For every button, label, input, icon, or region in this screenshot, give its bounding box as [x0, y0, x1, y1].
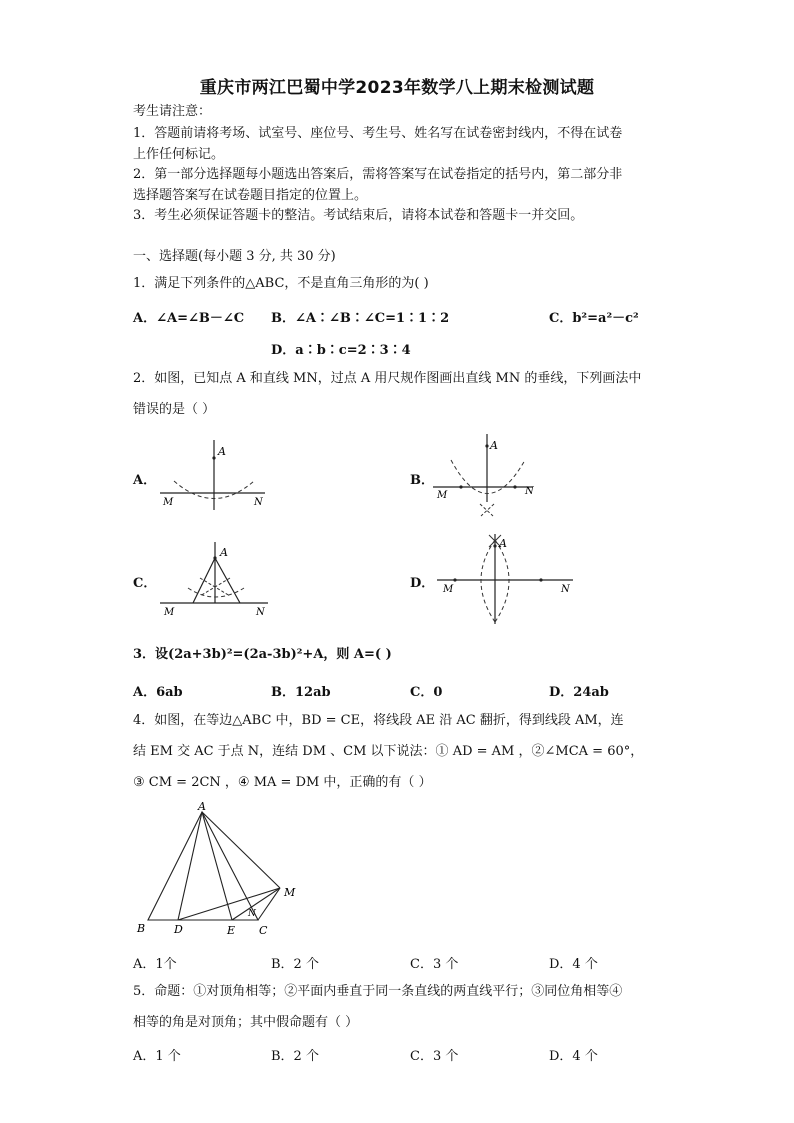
q3-option-c: C．0 — [410, 685, 443, 700]
label-a: A — [220, 546, 228, 559]
q4-stem-cont: 结 EM 交 AC 于点 N，连结 DM 、CM 以下说法：① AD = AM ，②∠MCA = 60°， — [133, 744, 644, 759]
label-n: N — [248, 909, 256, 919]
q5-option-b: B．2 个 — [271, 1049, 319, 1064]
label-e: E — [227, 924, 236, 937]
q2-stem-cont: 错误的是（ ） — [133, 402, 216, 417]
page-title: 重庆市两江巴蜀中学2023年数学八上期末检测试题 — [199, 78, 595, 98]
label-a: A — [198, 800, 206, 813]
q5-option-a: A．1 个 — [133, 1049, 181, 1064]
q4-option-c: C．3 个 — [410, 957, 459, 972]
q3-option-d: D．24ab — [549, 685, 609, 700]
q5-stem-cont: 相等的角是对顶角；其中假命题有（ ） — [133, 1015, 359, 1030]
label-n: N — [561, 584, 570, 595]
section-heading: 一、选择题(每小题 3 分, 共 30 分) — [133, 249, 336, 264]
q5-stem: 5．命题：①对顶角相等；②平面内垂直于同一条直线的两直线平行；③同位角相等④ — [133, 984, 623, 999]
label-m: M — [164, 607, 175, 618]
q1-option-b: B．∠A∶∠B∶∠C=1∶1∶2 — [271, 311, 450, 326]
label-a: A — [490, 439, 498, 452]
notice-heading: 考生请注意： — [133, 104, 212, 119]
label-d: D — [174, 923, 183, 936]
q5-option-c: C．3 个 — [410, 1049, 459, 1064]
label-m: M — [443, 584, 454, 595]
label-c: C — [259, 924, 268, 937]
label-n: N — [525, 486, 534, 497]
q2-figure-d — [437, 532, 579, 626]
label-m: M — [163, 497, 174, 508]
q2-option-b: B． — [410, 473, 434, 488]
label-b: B — [137, 922, 146, 935]
label-n: N — [256, 607, 265, 618]
q4-option-b: B．2 个 — [271, 957, 319, 972]
notice-line: 选择题答案写在试卷题目指定的位置上。 — [133, 188, 368, 203]
q2-figure-b — [433, 432, 543, 518]
q2-figure-c — [160, 540, 272, 618]
q1-option-a: A．∠A=∠B－∠C — [133, 311, 245, 326]
q2-option-c: C． — [133, 576, 157, 591]
notice-line: 1．答题前请将考场、试室号、座位号、考生号、姓名写在试卷密封线内，不得在试卷 — [133, 126, 623, 141]
label-a: A — [499, 537, 507, 550]
q2-option-a: A． — [133, 473, 157, 488]
q4-option-a: A．1个 — [133, 957, 177, 972]
q3-option-a: A．6ab — [133, 685, 183, 700]
q4-option-d: D．4 个 — [549, 957, 598, 972]
q4-figure — [134, 800, 304, 938]
q2-stem: 2．如图，已知点 A 和直线 MN，过点 A 用尺规作图画出直线 MN 的垂线，下列画法中 — [133, 371, 642, 386]
q2-option-d: D． — [410, 576, 435, 591]
q2-figure-a — [160, 438, 270, 512]
q4-stem-cont: ③ CM = 2CN ，④ MA = DM 中，正确的有（ ） — [133, 775, 432, 790]
label-a: A — [218, 445, 226, 458]
notice-line: 上作任何标记。 — [133, 147, 225, 162]
q5-option-d: D．4 个 — [549, 1049, 598, 1064]
q3-option-b: B．12ab — [271, 685, 331, 700]
label-n: N — [254, 497, 263, 508]
q1-stem: 1．满足下列条件的△ABC，不是直角三角形的为( ) — [133, 276, 429, 291]
q1-option-c: C．b²=a²－c² — [549, 311, 639, 326]
notice-line: 2．第一部分选择题每小题选出答案后，需将答案写在试卷指定的括号内，第二部分非 — [133, 167, 623, 182]
q4-stem: 4．如图，在等边△ABC 中，BD = CE，将线段 AE 沿 AC 翻折，得到线段 AM，连 — [133, 713, 624, 728]
q3-stem: 3．设(2a+3b)²=(2a-3b)²+A，则 A=( ) — [133, 647, 392, 662]
label-m: M — [437, 490, 448, 501]
notice-line: 3．考生必须保证答题卡的整洁。考试结束后，请将本试卷和答题卡一并交回。 — [133, 208, 584, 223]
label-m: M — [284, 886, 296, 899]
q1-option-d: D．a∶b∶c=2∶3∶4 — [271, 343, 411, 358]
